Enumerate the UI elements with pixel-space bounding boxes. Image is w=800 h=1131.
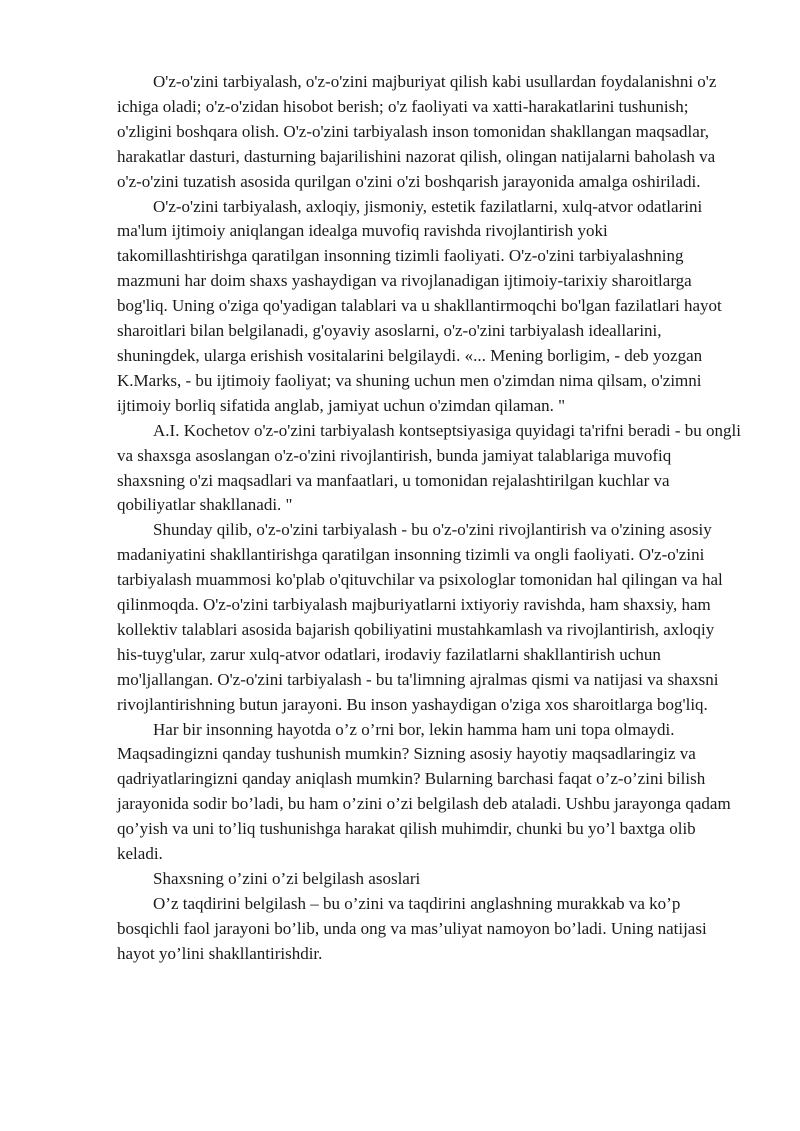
paragraph-life-purpose: Har bir insonning hayotda o’z o’rni bor, lekin hamma ham uni topa olmaydi. Maqsadingizni qanday tushunish mumkin? Sizning asosiy hayotiy maqsadlaringiz va qadriyatlaringizni qanday aniqlash mumkin? Bularning barchasi faqat o’z-o’zini bilish jarayonida sodir bo’ladi, bu ham o’zini o’zi belgilash deb ataladi. Ushbu jarayonga qadam qo’yish va uni to’liq tushunishga harakat qilish muhimdir, chunki bu yo’l baxtga olib keladi. (117, 719, 731, 864)
paragraph-self-education-methods: O'z-o'zini tarbiyalash, o'z-o'zini majburiyat qilish kabi usullardan foydalanishni o'z ichiga oladi; o'z-o'zidan hisobot berish; o'z faoliyati va xatti-harakatlarini tushunish; o'zligini boshqara olish. O'z-o'zini tarbiyalash inson tomonidan shakllangan maqsadlar, harakatlar dasturi, dasturning bajarilishini nazorat qilish, olingan natijalarni baholash va o'z-o'zini tuzatish asosida qurilgan o'zini o'zi boshqarish jarayonida amalga oshiriladi. (117, 72, 717, 191)
paragraph-kochetov-definition: A.I. Kochetov o'z-o'zini tarbiyalash kontseptsiyasiga quyidagi ta'rifni beradi - bu ongli va shaxsga asoslangan o'z-o'zini rivojlantirish, bunda jamiyat talablariga muvofiq shaxsning o'zi maqsadlari va manfaatlari, u tomonidan rejalashtirilgan kuchlar va qobiliyatlar shakllanadi. " (117, 420, 741, 515)
section-heading-self-determination: Shaxsning o’zini o’zi belgilash asoslari (153, 869, 421, 888)
paragraph-self-education-definition: O'z-o'zini tarbiyalash, axloqiy, jismoniy, estetik fazilatlarni, xulq-atvor odatlarini ma'lum ijtimoiy aniqlangan idealga muvofiq ravishda rivojlantirish yoki takomillashtirishga qaratilgan insonning tizimli faoliyati. O'z-o'zini tarbiyalashning mazmuni har doim shaxs yashaydigan va rivojlanadigan ijtimoiy-tarixiy sharoitlarga bog'liq. Uning o'ziga qo'yadigan talablari va u shakllantirmoqchi bo'lgan fazilatlari hayot sharoitlari bilan belgilanadi, g'oyaviy asoslarni, o'z-o'zini tarbiyalash ideallarini, shuningdek, ularga erishish vositalarini belgilaydi. «... Mening borligim, - deb yozgan K.Marks, - bu ijtimoiy faoliyat; va shuning uchun men o'zimdan nima qilsam, o'zimni ijtimoiy borliq sifatida anglab, jamiyat uchun o'zimdan qilaman. " (117, 196, 722, 415)
paragraph-conclusion: Shunday qilib, o'z-o'zini tarbiyalash - bu o'z-o'zini rivojlantirish va o'zining asosiy madaniyatini shakllantirishga qaratilgan insonning tizimli va ongli faoliyati. O'z-o'zini tarbiyalash muammosi ko'plab o'qituvchilar va psixologlar tomonidan hal qilingan va hal qilinmoqda. O'z-o'zini tarbiyalash majburiyatlarni ixtiyoriy ravishda, ham shaxsiy, ham kollektiv talablari asosida bajarish qobiliyatini mustahkamlash va rivojlantirish, axloqiy his-tuyg'ular, zarur xulq-atvor odatlari, irodaviy fazilatlarni shakllantirish uchun mo'ljallangan. O'z-o'zini tarbiyalash - bu ta'limning ajralmas qismi va natijasi va shaxsni rivojlantirishning butun jarayoni. Bu inson yashaydigan o'ziga xos sharoitlarga bog'liq. (117, 520, 723, 714)
document-page (117, 70, 741, 967)
paragraph-self-determination: O’z taqdirini belgilash – bu o’zini va taqdirini anglashning murakkab va ko’p bosqichli faol jarayoni bo’lib, unda ong va mas’uliyat namoyon bo’ladi. Uning natijasi hayot yo’lini shakllantirishdir. (117, 893, 707, 963)
